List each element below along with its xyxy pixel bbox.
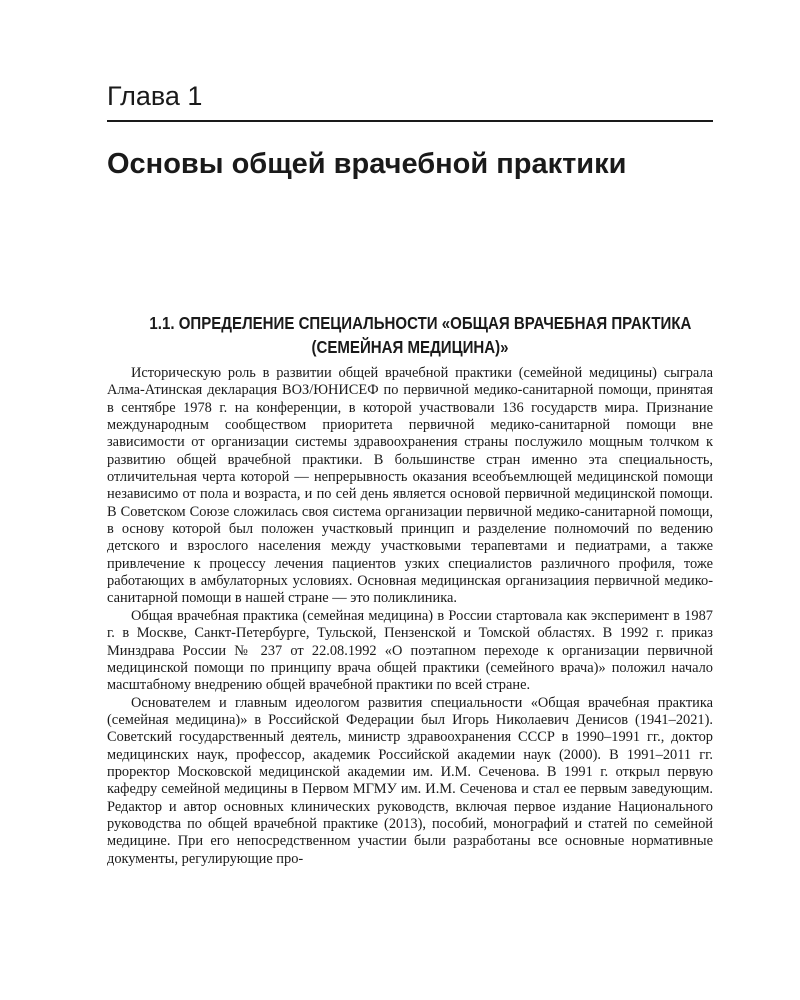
paragraph-1: Историческую роль в развитии общей врачебной практики (семейной медицины) сыграла Алма-Атинская декларация ВОЗ/ЮНИСЕФ по первичной медико-санитарной помощи, принятая в сентябре 1978 г. на конференции, в которой участвовали 136 государств мира. Признание международным сообществом приоритета первичной медико-санитарной помощи вне зависимости от организации системы здравоохранения страны послужило мощным толчком к развитию общей врачебной практики. В большинстве стран именно эта специальность, отличительная черта которой — непрерывность оказания всеобъемлющей медицинской помощи независимо от пола и возраста, и по сей день является основой первичной медицинской помощи. В Советском Союзе сложилась своя система организации первичной медико-санитарной помощи, в основу которой был положен участковый принцип и разделение полномочий по ведению детского и взрослого населения между участковыми терапевтами и педиатрами, а также привлечение к процессу лечения пациентов узких специалистов различного профиля, тоже работающих в амбулаторных условиях. Основная медицинская организациия первичной медико-санитарной помощи в нашей стране — это поликлиника.	[107, 365, 713, 607]
paragraph-3: Основателем и главным идеологом развития специальности «Общая врачебная практика (семейная медицина)» в Российской Федерации был Игорь Николаевич Денисов (1941–2021). Советский государственный деятель, министр здравоохранения СССР в 1990–1991 гг., доктор медицинских наук, профессор, академик Российской академии наук (2000). В 1991–2011 гг. проректор Московской медицинской академии им. И.М. Сеченова. В 1991 г. открыл первую кафедру семейной медицины в Первом МГМУ им. И.М. Сеченова и стал ее первым заведующим. Редактор и автор основных клинических руководств, включая первое издание Национального руководства по общей врачебной практике (2013), пособий, монографий и статей по семейной медицине. При его непосредственном участии были разработаны все основные нормативные документы, регулирующие про-	[107, 694, 713, 867]
chapter-title: Основы общей врачебной практики	[107, 148, 627, 180]
section-heading	[149, 311, 692, 359]
body-text	[107, 365, 713, 868]
chapter-divider	[107, 120, 713, 122]
chapter-label: Глава 1	[107, 81, 203, 111]
section-heading-line-2: (СЕМЕЙНАЯ МЕДИЦИНА)»	[311, 337, 509, 357]
paragraph-2: Общая врачебная практика (семейная медицина) в России стартовала как эксперимент в 1987 г. в Москве, Санкт-Петербурге, Тульской, Пензенской и Томской областях. В 1992 г. приказ Минздрава России № 237 от 22.08.1992 «О поэтапном переходе к организации первичной медицинской помощи по принципу врача общей практики (семейного врача)» положил начало масштабному внедрению общей врачебной практики по всей стране.	[107, 607, 713, 694]
section-heading-line-1: 1.1. ОПРЕДЕЛЕНИЕ СПЕЦИАЛЬНОСТИ «ОБЩАЯ ВРАЧЕБНАЯ ПРАКТИКА	[149, 313, 692, 333]
